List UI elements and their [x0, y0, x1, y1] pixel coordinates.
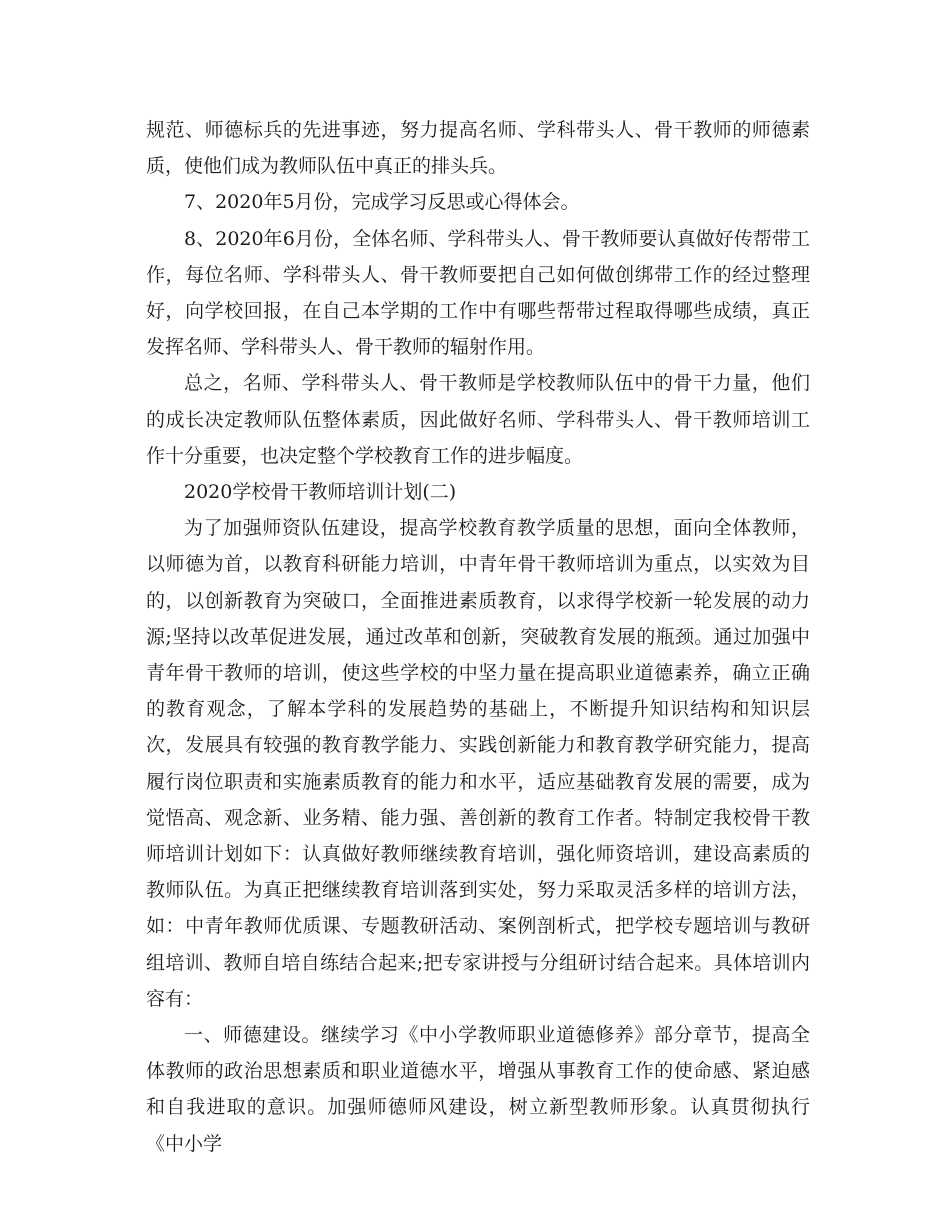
document-body [146, 112, 810, 1162]
paragraph-item-7: 7、2020年5月份，完成学习反思或心得体会。 [184, 191, 580, 214]
paragraph-item-8: 8、2020年6月份，全体名师、学科带头人、骨干教师要认真做好传帮带工作，每位名师、学科带头人、骨干教师要把自己如何做创绑带工作的经过整理好，向学校回报，在自己本学期的工作中有哪些帮带过程取得哪些成绩，真正发挥名师、学科带头人、骨干教师的辐射作用。 [146, 227, 810, 359]
paragraph-intro: 为了加强师资队伍建设，提高学校教育教学质量的思想，面向全体教师，以师德为首，以教育科研能力培训，中青年骨干教师培训为重点，以实效为目的，以创新教育为突破口，全面推进素质教育，以求得学校新一轮发展的动力源;坚持以改革促进发展，通过改革和创新，突破教育发展的瓶颈。通过加强中青年骨干教师的培训，使这些学校的中坚力量在提高职业道德素养，确立正确的教育观念，了解本学科的发展趋势的基础上，不断提升知识结构和知识层次，发展具有较强的教育教学能力、实践创新能力和教育教学研究能力，提高履行岗位职责和实施素质教育的能力和水平，适应基础教育发展的需要，成为觉悟高、观念新、业务精、能力强、善创新的教育工作者。特制定我校骨干教师培训计划如下：认真做好教师继续教育培训，强化师资培训，建设高素质的教师队伍。为真正把继续教育培训落到实处，努力采取灵活多样的培训方法，如：中青年教师优质课、专题教研活动、案例剖析式，把学校专题培训与教研组培训、教师自培自练结合起来;把专家讲授与分组研讨结合起来。具体培训内容有： [146, 517, 810, 1010]
paragraph-continued: 规范、师德标兵的先进事迹，努力提高名师、学科带头人、骨干教师的师德素质，使他们成为教师队伍中真正的排头兵。 [146, 119, 810, 178]
section-heading: 2020学校骨干教师培训计划(二) [184, 481, 457, 504]
paragraph-ethics: 一、师德建设。继续学习《中小学教师职业道德修养》部分章节，提高全体教师的政治思想素质和职业道德水平，增强从事教育工作的使命感、紧迫感和自我进取的意识。加强师德师风建设，树立新型教师形象。认真贯彻执行《中小学 [146, 1024, 810, 1155]
paragraph-summary: 总之，名师、学科带头人、骨干教师是学校教师队伍中的骨干力量，他们的成长决定教师队伍整体素质，因此做好名师、学科带头人、骨干教师培训工作十分重要，也决定整个学校教育工作的进步幅度。 [146, 372, 810, 467]
